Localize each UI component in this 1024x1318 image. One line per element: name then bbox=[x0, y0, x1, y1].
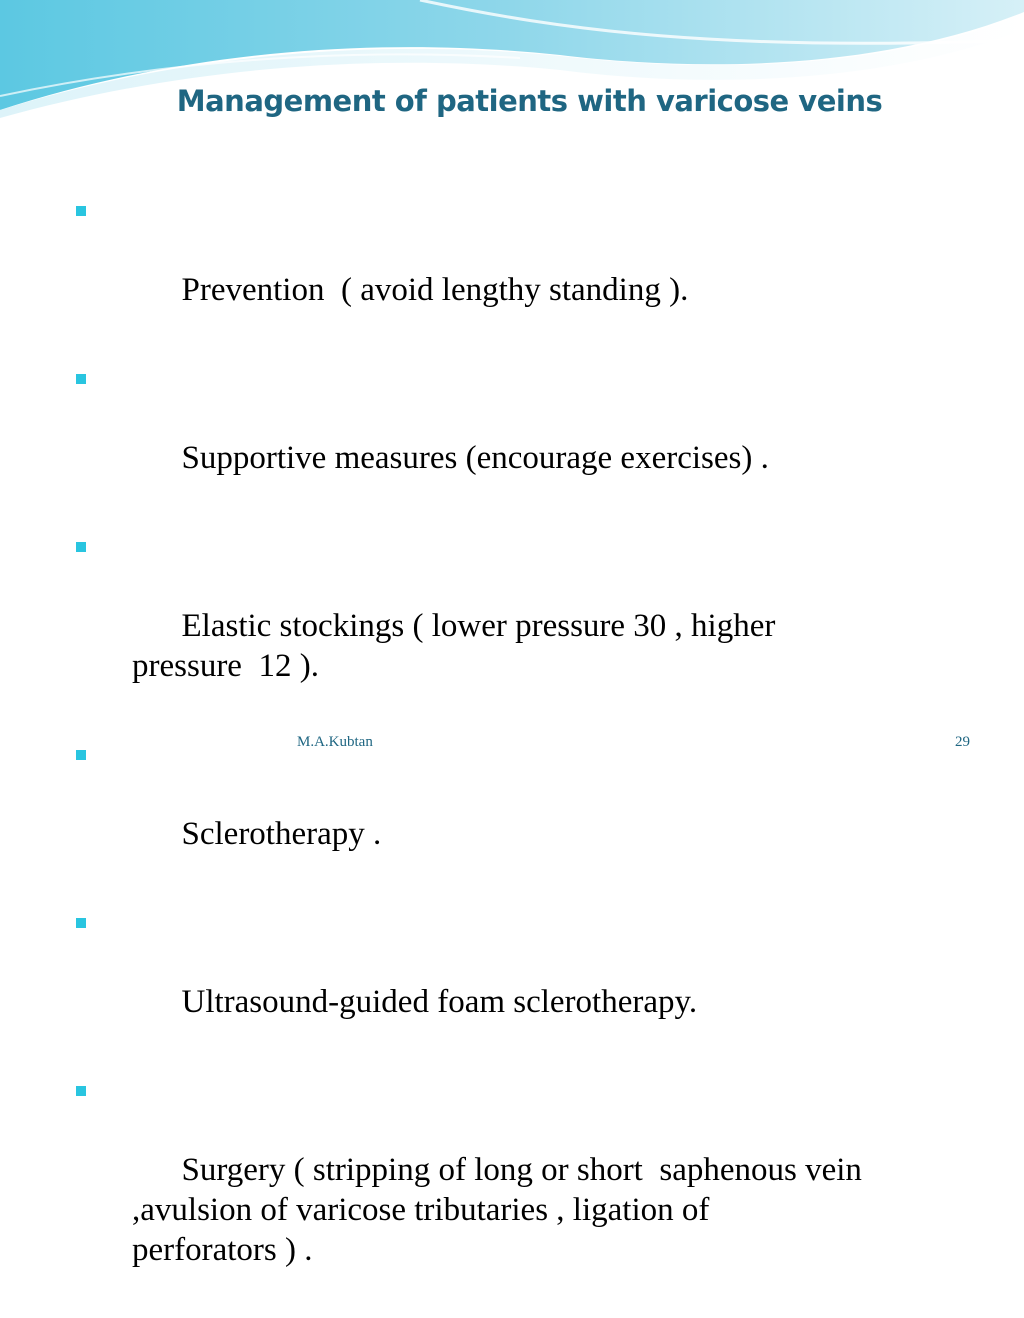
page-number: 29 bbox=[955, 734, 970, 750]
bullet-text: Elastic stockings ( lower pressure 30 , higher pressure 12 ). bbox=[132, 608, 776, 684]
bullet-text: Sclerotherapy . bbox=[181, 816, 382, 852]
square-bullet-icon bbox=[76, 750, 86, 760]
bullet-list bbox=[72, 190, 972, 1318]
bullet-item bbox=[72, 734, 972, 894]
square-bullet-icon bbox=[76, 374, 86, 384]
bullet-item bbox=[72, 1070, 972, 1310]
bullet-item bbox=[72, 902, 972, 1062]
bullet-item bbox=[72, 526, 972, 726]
bullet-item bbox=[72, 358, 972, 518]
bullet-text: Surgery ( stripping of long or short saphenous vein ,avulsion of varicose tributaries , ligation of perforators ) . bbox=[132, 1152, 862, 1268]
footer-author: M.A.Kubtan bbox=[297, 734, 373, 750]
bullet-item bbox=[72, 190, 972, 350]
square-bullet-icon bbox=[76, 1086, 86, 1096]
square-bullet-icon bbox=[76, 542, 86, 552]
bullet-text: Supportive measures (encourage exercises) . bbox=[181, 440, 769, 476]
slide-title: Management of patients with varicose veins bbox=[176, 84, 883, 118]
square-bullet-icon bbox=[76, 918, 86, 928]
bullet-text: Ultrasound-guided foam sclerotherapy. bbox=[181, 984, 698, 1020]
square-bullet-icon bbox=[76, 206, 86, 216]
bullet-text: Prevention ( avoid lengthy standing ). bbox=[181, 272, 689, 308]
